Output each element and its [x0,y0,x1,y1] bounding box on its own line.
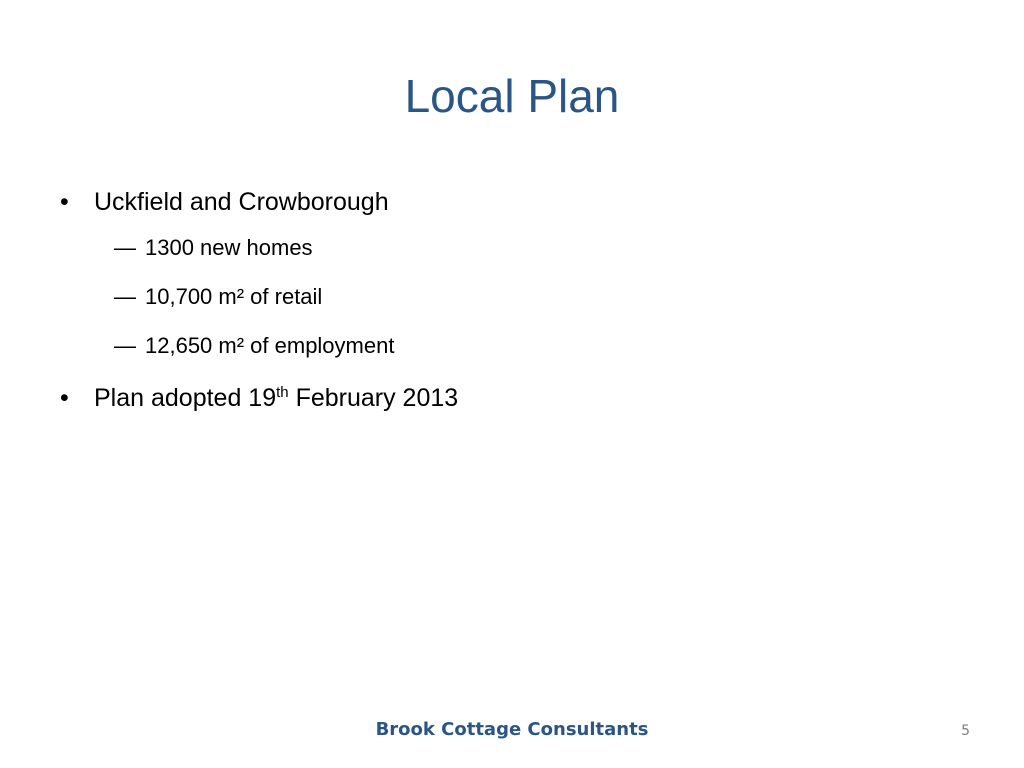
page-number: 5 [961,723,970,739]
subitem-retail [57,278,957,315]
subitem-new-homes [57,229,957,266]
subitem-marker: — [114,235,136,260]
bullet-marker: • [60,188,69,216]
bullet-uckfield-and-crowborough [57,180,957,224]
ordinal-superscript: th [276,384,289,401]
subitem-employment [57,327,957,364]
bullet-text-before: Plan adopted 19 [94,384,277,412]
footer-company-name: Brook Cottage Consultants [375,719,649,740]
subitem-text: 1300 new homes [145,235,313,260]
subitem-text: 12,650 m² of employment [145,333,395,358]
subitem-marker: — [114,333,136,358]
subitem-text: 10,700 m² of retail [145,284,323,309]
bullet-marker: • [60,384,69,412]
slide-content [57,180,957,425]
subitem-marker: — [114,284,136,309]
slide-title: Local Plan [404,70,620,122]
bullet-text-after: February 2013 [288,384,459,412]
bullet-plan-adopted [57,376,957,420]
bullet-text: Uckfield and Crowborough [94,188,389,216]
